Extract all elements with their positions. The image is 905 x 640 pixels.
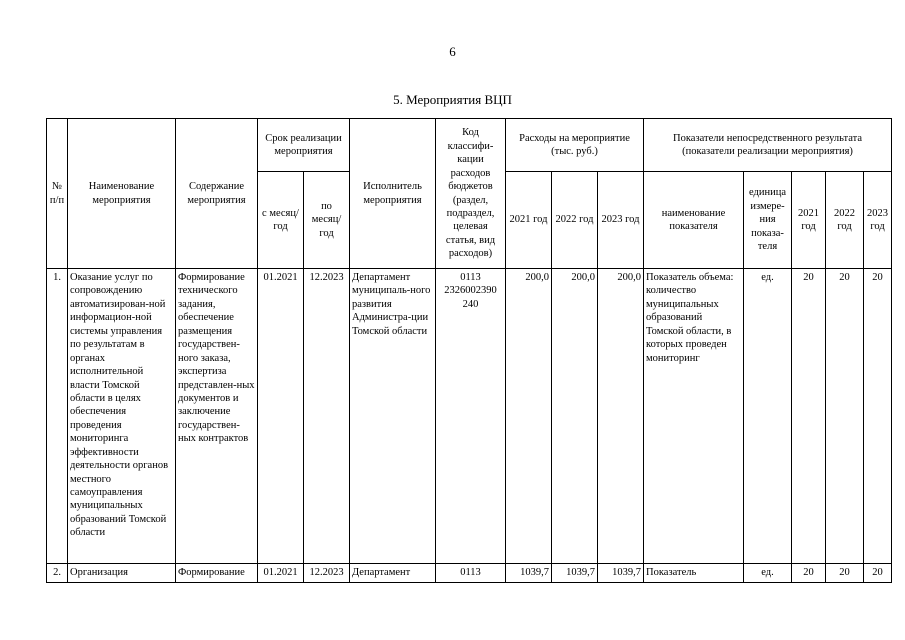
header-exp-2021: 2021 год <box>506 172 552 269</box>
cell-exp-2022: 200,0 <box>552 269 598 564</box>
cell-executor: Департамент муниципаль-ного развития Администра-ции Томской области <box>350 269 436 564</box>
header-ind-2021: 2021 год <box>792 172 826 269</box>
cell-ind-2022: 20 <box>826 269 864 564</box>
cell-ind-2021: 20 <box>792 564 826 583</box>
cell-exp-2023: 200,0 <box>598 269 644 564</box>
header-ind-2022: 2022 год <box>826 172 864 269</box>
header-term-from: с месяц/ год <box>258 172 304 269</box>
header-expenses: Расходы на мероприятие (тыс. руб.) <box>506 119 644 172</box>
cell-from: 01.2021 <box>258 269 304 564</box>
page-number: 6 <box>449 44 456 59</box>
cell-code: 0113 2326002390 240 <box>436 269 506 564</box>
cell-ind-2023: 20 <box>864 564 892 583</box>
cell-content: Формирование <box>176 564 258 583</box>
cell-content: Формирование технического задания, обеспечение размещения государствен-ного заказа, экспертиза представлен-ных документов и заключение государствен-ных контрактов <box>176 269 258 564</box>
header-executor: Исполнитель мероприятия <box>350 119 436 269</box>
cell-exp-2021: 200,0 <box>506 269 552 564</box>
cell-ind-name: Показатель <box>644 564 744 583</box>
header-name: Наименование мероприятия <box>68 119 176 269</box>
header-ind-name: наименование показателя <box>644 172 744 269</box>
cell-ind-unit: ед. <box>744 269 792 564</box>
header-exp-2023: 2023 год <box>598 172 644 269</box>
activities-table <box>46 118 892 583</box>
cell-exp-2023: 1039,7 <box>598 564 644 583</box>
cell-name: Оказание услуг по сопровождению автоматизирован-ной информацион-ной системы управления по результатам в органах исполнительной власти Томской области в целях обеспечения проведения мониторинга эффективности деятельности органов местного самоуправления муниципальных образований Томской области <box>68 269 176 564</box>
cell-name: Организация <box>68 564 176 583</box>
cell-executor: Департамент <box>350 564 436 583</box>
cell-num: 2. <box>47 564 68 583</box>
header-exp-2022: 2022 год <box>552 172 598 269</box>
header-indicators: Показатели непосредственного результата (показатели реализации мероприятия) <box>644 119 892 172</box>
cell-num: 1. <box>47 269 68 564</box>
cell-ind-2021: 20 <box>792 269 826 564</box>
header-term-to: по месяц/ год <box>304 172 350 269</box>
table-row <box>47 564 892 583</box>
cell-ind-name: Показатель объема: количество муниципальных образований Томской области, в которых проведен мониторинг <box>644 269 744 564</box>
cell-exp-2022: 1039,7 <box>552 564 598 583</box>
header-ind-unit: единица измере-ния показа-теля <box>744 172 792 269</box>
header-num: № п/п <box>47 119 68 269</box>
header-code: Код классифи-кации расходов бюджетов (раздел, подраздел, целевая статья, вид расходов) <box>436 119 506 269</box>
cell-code: 0113 <box>436 564 506 583</box>
cell-to: 12.2023 <box>304 269 350 564</box>
cell-ind-2022: 20 <box>826 564 864 583</box>
cell-ind-unit: ед. <box>744 564 792 583</box>
header-ind-2023: 2023 год <box>864 172 892 269</box>
cell-to: 12.2023 <box>304 564 350 583</box>
header-content: Содержание мероприятия <box>176 119 258 269</box>
header-term: Срок реализации мероприятия <box>258 119 350 172</box>
section-title: 5. Мероприятия ВЦП <box>393 92 512 107</box>
cell-exp-2021: 1039,7 <box>506 564 552 583</box>
cell-ind-2023: 20 <box>864 269 892 564</box>
cell-from: 01.2021 <box>258 564 304 583</box>
header-row-1 <box>47 119 892 172</box>
table-row <box>47 269 892 564</box>
